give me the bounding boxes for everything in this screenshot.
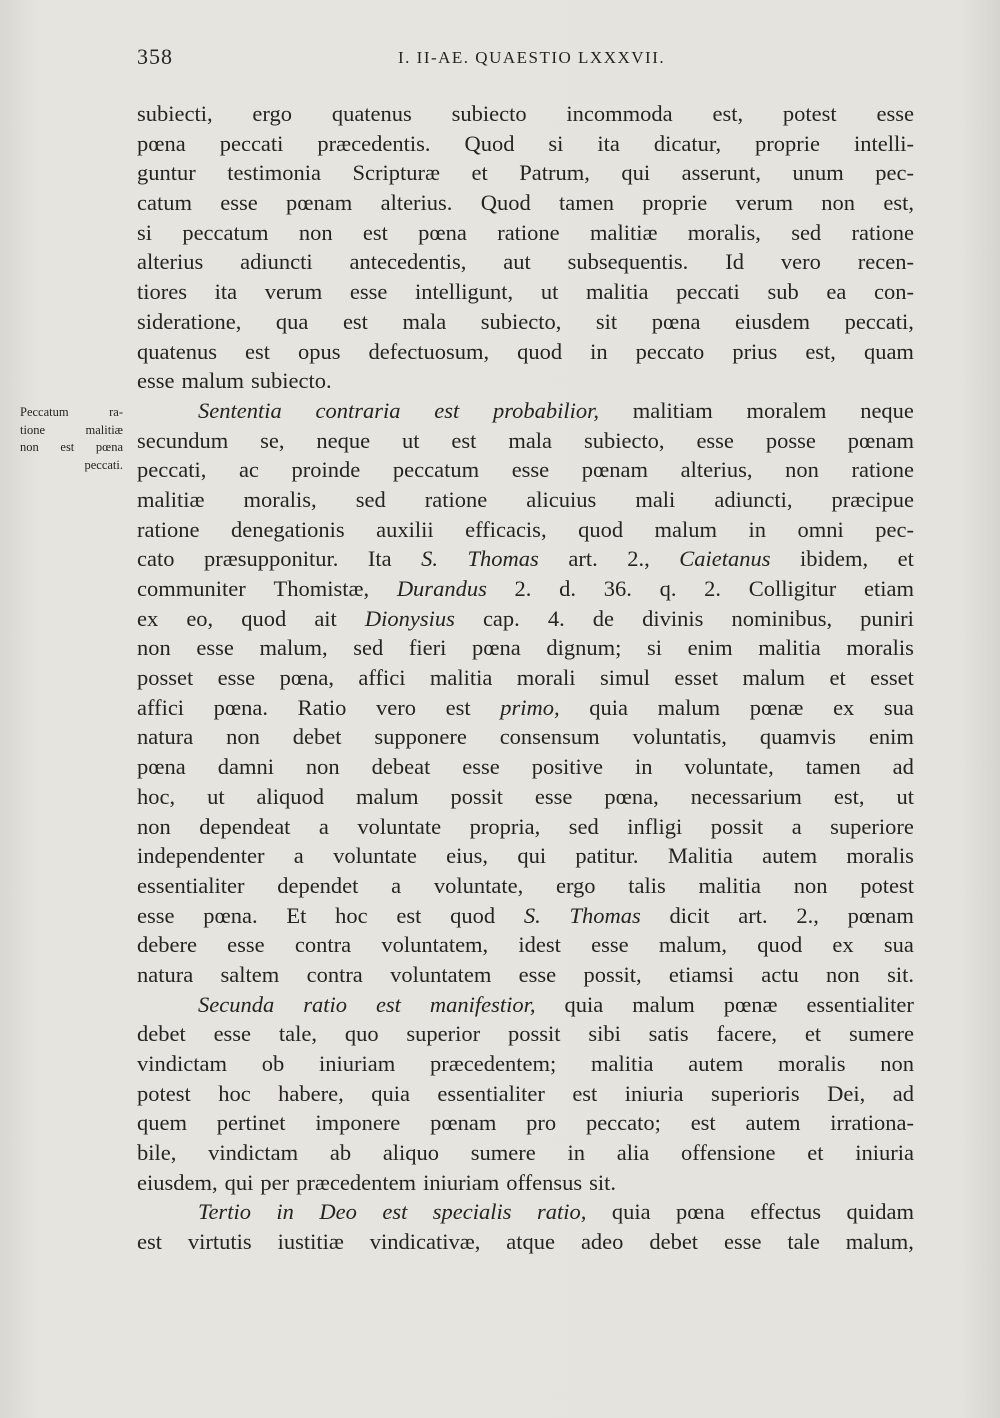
text-line: secundum se, neque ut est mala subiecto, esse posse pœnam [137, 427, 914, 453]
text-line: esse malum subiecto. [137, 368, 332, 394]
text-line: non dependeat a voluntate propria, sed infligi possit a superiore [137, 813, 914, 839]
text-line: non esse malum, sed fieri pœna dignum; si enim malitia moralis [137, 635, 914, 661]
text-line: affici pœna. Ratio vero est primo, quia malum pœnæ ex sua [137, 694, 914, 720]
text-line: potest hoc habere, quia essentialiter est iniuria superioris Dei, ad [137, 1080, 914, 1106]
margin-note-line: non est pœna [20, 440, 123, 454]
text-line: quem pertinet imponere pœnam pro peccato; est autem irrationa- [137, 1110, 914, 1136]
text-line: sideratione, qua est mala subiecto, sit pœna eiusdem peccati, [137, 308, 914, 334]
text-line: alterius adiuncti antecedentis, aut subsequentis. Id vero recen- [137, 249, 914, 275]
text-line: pœna damni non debeat esse positive in voluntate, tamen ad [137, 754, 914, 780]
text-line: pœna peccati præcedentis. Quod si ita dicatur, proprie intelli- [137, 130, 914, 156]
text-line: debere esse contra voluntatem, idest esse malum, quod ex sua [137, 932, 914, 958]
text-line: natura non debet supponere consensum voluntatis, quamvis enim [137, 724, 914, 750]
text-line: Tertio in Deo est specialis ratio, quia pœna effectus quidam [198, 1199, 914, 1225]
text-line: subiecti, ergo quatenus subiecto incommoda est, potest esse [137, 101, 914, 126]
margin-note-line: Peccatum ra- [20, 405, 123, 419]
text-line: quatenus est opus defectuosum, quod in peccato prius est, quam [137, 338, 914, 364]
body-text [137, 99, 914, 1257]
text-line: natura saltem contra voluntatem esse possit, etiamsi actu non sit. [137, 961, 914, 987]
text-line: peccati, ac proinde peccatum esse pœnam alterius, non ratione [137, 457, 914, 483]
text-line: hoc, ut aliquod malum possit esse pœna, necessarium est, ut [137, 783, 914, 809]
margin-note-line: peccati. [84, 457, 123, 472]
text-line: Sententia contraria est probabilior, malitiam moralem neque [198, 397, 914, 423]
text-line: ex eo, quod ait Dionysius cap. 4. de divinis nominibus, puniri [137, 605, 914, 631]
text-line: tiores ita verum esse intelligunt, ut malitia peccati sub ea con- [137, 279, 914, 305]
margin-note [20, 404, 123, 474]
text-line: posset esse pœna, affici malitia morali simul esset malum et esset [137, 665, 914, 691]
text-line: malitiæ moralis, sed ratione alicuius mali adiuncti, præcipue [137, 486, 914, 512]
text-line: eiusdem, qui per præcedentem iniuriam offensus sit. [137, 1169, 617, 1195]
text-line: esse pœna. Et hoc est quod S. Thomas dicit art. 2., pœnam [137, 902, 914, 928]
margin-note-line: tione malitiæ [20, 422, 123, 437]
text-line: est virtutis iustitiæ vindicativæ, atque adeo debet esse tale malum, [137, 1229, 914, 1255]
text-line: vindictam ob iniuriam præcedentem; malitia autem moralis non [137, 1051, 914, 1076]
running-head: I. II-AE. QUAESTIO LXXXVII. [398, 48, 666, 67]
text-line: guntur testimonia Scripturæ et Patrum, qui asserunt, unum pec- [137, 160, 914, 186]
text-line: communiter Thomistæ, Durandus 2. d. 36. q. 2. Colligitur etiam [137, 576, 914, 601]
text-line: independenter a voluntate eius, qui patitur. Malitia autem moralis [137, 843, 914, 869]
text-line: bile, vindictam ab aliquo sumere in alia offensione et iniuria [137, 1140, 914, 1166]
text-line: debet esse tale, quo superior possit sibi satis facere, et sumere [137, 1021, 914, 1047]
text-line: essentialiter dependet a voluntate, ergo talis malitia non potest [137, 872, 914, 898]
text-line: si peccatum non est pœna ratione malitiæ moralis, sed ratione [137, 219, 914, 245]
text-line: Secunda ratio est manifestior, quia malum pœnæ essentialiter [198, 991, 914, 1017]
text-line: ratione denegationis auxilii efficacis, quod malum in omni pec- [137, 516, 914, 542]
page-header [0, 44, 1000, 74]
page-number: 358 [137, 44, 173, 69]
text-line: cato præsupponitur. Ita S. Thomas art. 2., Caietanus ibidem, et [137, 546, 914, 572]
text-line: catum esse pœnam alterius. Quod tamen proprie verum non est, [137, 190, 914, 216]
